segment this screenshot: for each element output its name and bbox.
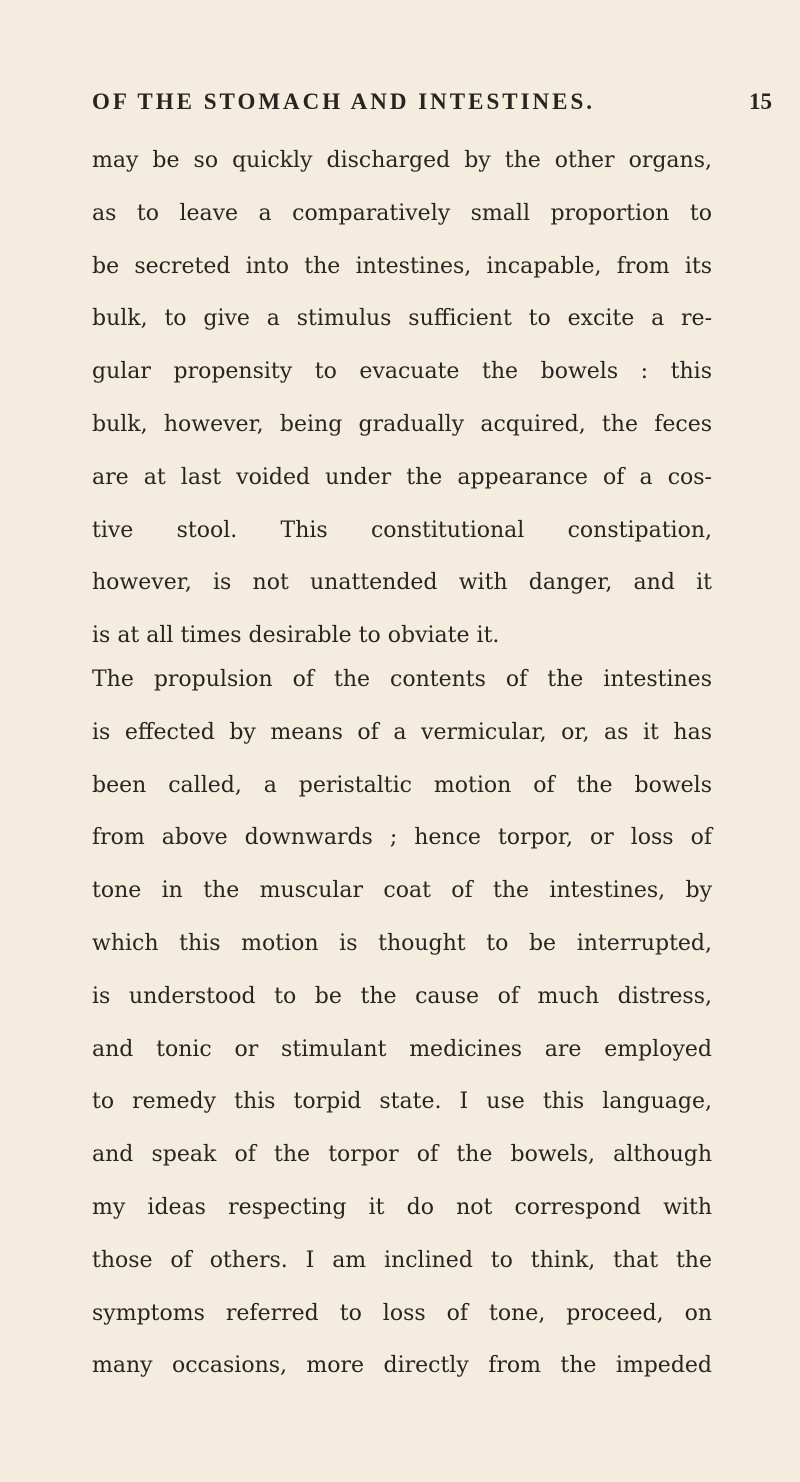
text-line: as to leave a comparatively small proportion to: [92, 200, 712, 226]
text-line: those of others. I am inclined to think, that the: [92, 1247, 712, 1273]
text-line: and speak of the torpor of the bowels, although: [92, 1142, 712, 1168]
text-line: is understood to be the cause of much distress,: [92, 983, 712, 1009]
text-line: to remedy this torpid state. I use this language,: [92, 1089, 712, 1115]
text-line: gular propensity to evacuate the bowels : this: [92, 359, 712, 385]
text-line: be secreted into the intestines, incapable, from its: [92, 253, 712, 279]
text-line: may be so quickly discharged by the other organs,: [92, 148, 712, 173]
text-line: my ideas respecting it do not correspond with: [92, 1194, 712, 1220]
paragraph-1: [92, 135, 712, 663]
text-line: been called, a peristaltic motion of the bowels: [92, 772, 712, 798]
text-line: tone in the muscular coat of the intestines, by: [92, 878, 712, 904]
running-head: [92, 82, 772, 122]
paragraph-2: [92, 654, 712, 1393]
running-title: OF THE STOMACH AND INTESTINES.: [92, 89, 596, 114]
text-line: from above downwards ; hence torpor, or loss of: [92, 825, 712, 851]
text-line: is at all times desirable to obviate it.: [92, 623, 500, 649]
text-line: and tonic or stimulant medicines are employed: [92, 1036, 712, 1062]
text-line: is effected by means of a vermicular, or, as it has: [92, 719, 712, 745]
text-line: bulk, to give a stimulus sufficient to excite a re-: [92, 306, 712, 332]
text-line: symptoms referred to loss of tone, proceed, on: [92, 1300, 712, 1326]
text-line: many occasions, more directly from the impeded: [92, 1353, 712, 1379]
text-line: bulk, however, being gradually acquired, the feces: [92, 411, 712, 437]
text-line: tive stool. This constitutional constipation,: [92, 517, 712, 543]
text-line: The propulsion of the contents of the intestines: [92, 667, 712, 692]
text-line: are at last voided under the appearance of a cos-: [92, 464, 712, 490]
text-line: however, is not unattended with danger, and it: [92, 570, 712, 596]
text-line: which this motion is thought to be interrupted,: [92, 930, 712, 956]
page-number: 15: [749, 89, 772, 114]
